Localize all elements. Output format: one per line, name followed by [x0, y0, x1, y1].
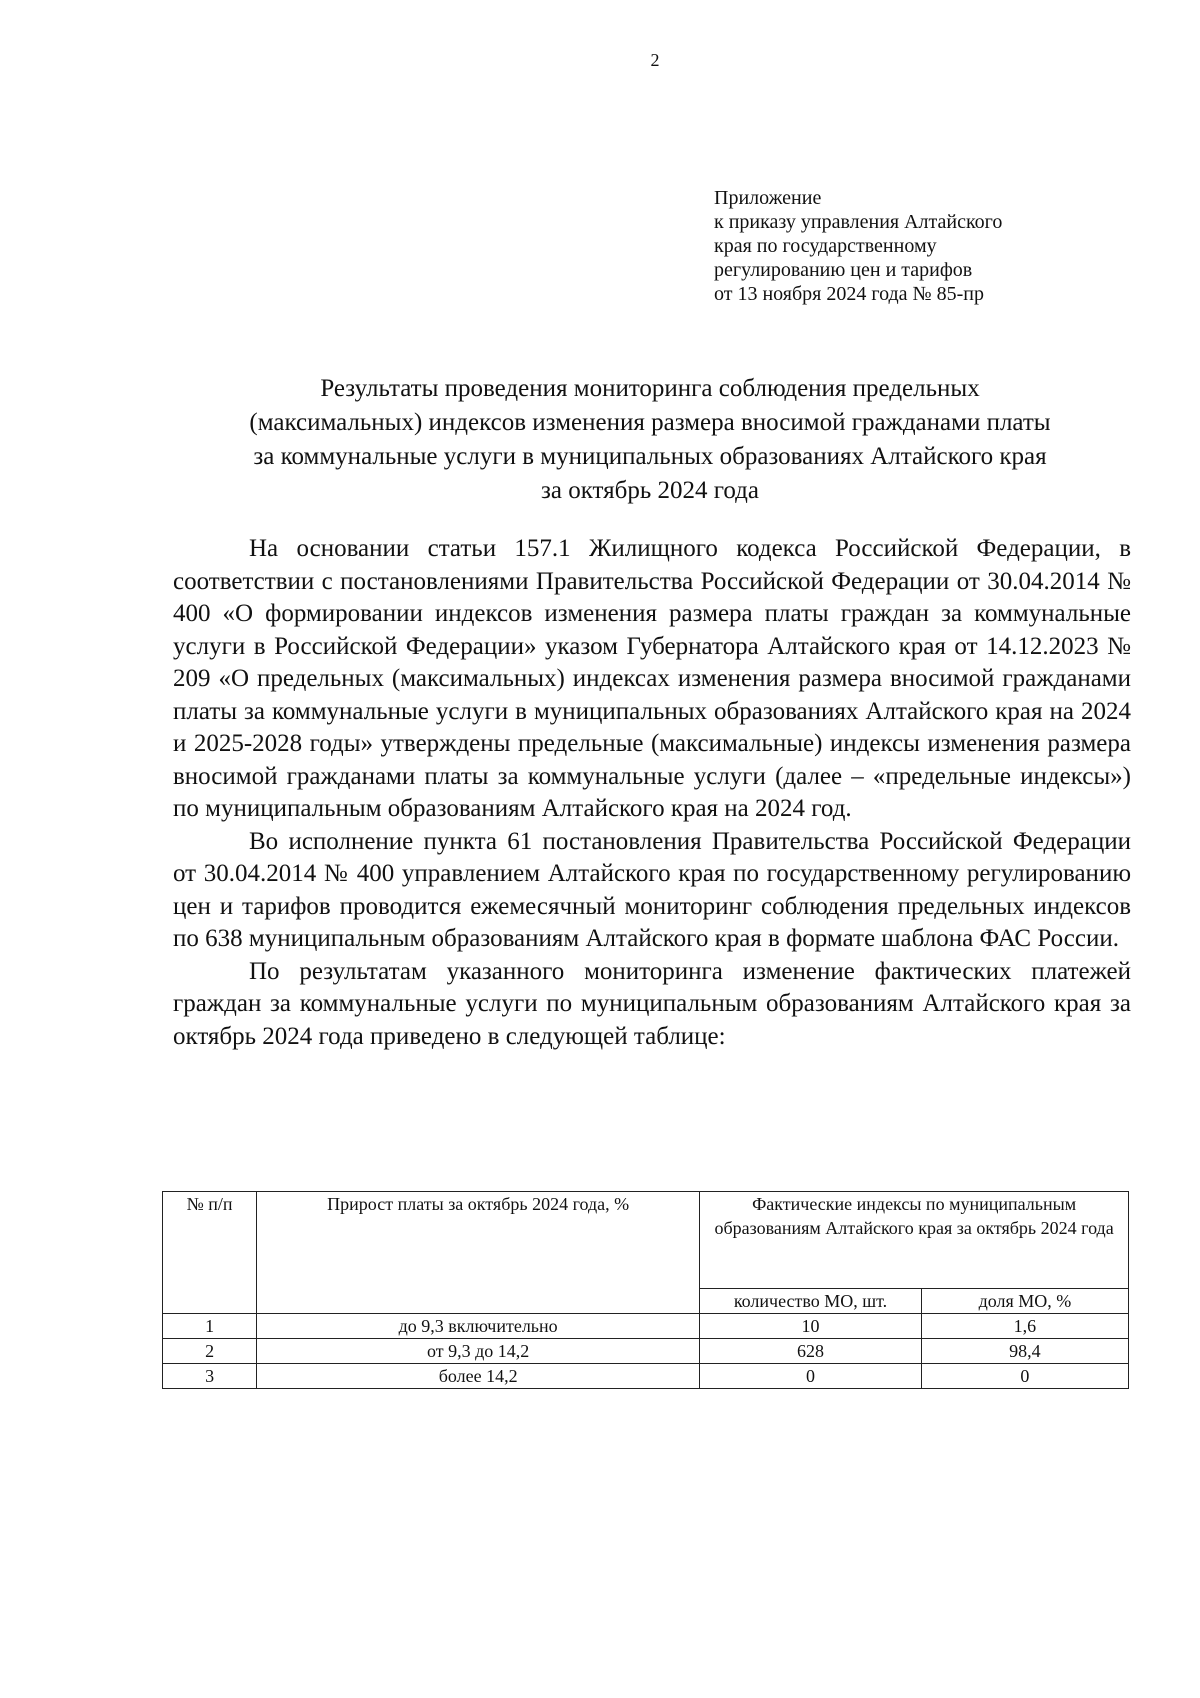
table-header-row: [163, 1192, 1129, 1289]
appendix-line: к приказу управления Алтайского: [714, 211, 1003, 233]
cell-count: 10: [700, 1314, 922, 1339]
cell-number: 1: [163, 1314, 257, 1339]
cell-growth: более 14,2: [257, 1364, 700, 1389]
appendix-block: [714, 186, 1134, 306]
document-title: [160, 372, 1140, 508]
table-row: [163, 1364, 1129, 1389]
cell-count: 628: [700, 1339, 922, 1364]
appendix-line: Приложение: [714, 187, 822, 209]
title-line: Результаты проведения мониторинга соблюдения предельных: [320, 375, 980, 402]
header-actual-indexes: Фактические индексы по муниципальным образованиям Алтайского края за октябрь 2024 года: [700, 1192, 1129, 1289]
title-line: за коммунальные услуги в муниципальных образованиях Алтайского края: [253, 443, 1047, 470]
cell-share: 1,6: [921, 1314, 1128, 1339]
header-number: № п/п: [163, 1192, 257, 1314]
body-paragraph: По результатам указанного мониторинга изменение фактических платежей граждан за коммунальные услуги по муниципальным образованиям Алтайского края за октябрь 2024 года приведено в следующей таблице:: [173, 957, 1131, 1050]
header-growth: Прирост платы за октябрь 2024 года, %: [257, 1192, 700, 1314]
cell-number: 2: [163, 1339, 257, 1364]
cell-growth: от 9,3 до 14,2: [257, 1339, 700, 1364]
appendix-line: от 13 ноября 2024 года № 85-пр: [714, 283, 984, 305]
title-line: (максимальных) индексов изменения размера вносимой гражданами платы: [249, 409, 1051, 436]
cell-growth: до 9,3 включительно: [257, 1314, 700, 1339]
appendix-line: регулированию цен и тарифов: [714, 259, 973, 281]
header-share: доля МО, %: [921, 1289, 1128, 1314]
header-count: количество МО, шт.: [700, 1289, 922, 1314]
body-paragraph: Во исполнение пункта 61 постановления Правительства Российской Федерации от 30.04.2014 № 400 управлением Алтайского края по государственному регулированию цен и тарифов проводится ежемесячный мониторинг соблюдения предельных индексов по 638 муниципальным образованиям Алтайского края в формате шаблона ФАС России.: [173, 827, 1131, 952]
cell-count: 0: [700, 1364, 922, 1389]
document-body: [173, 533, 1131, 1053]
page-number: 2: [650, 50, 660, 70]
title-line: за октябрь 2024 года: [541, 477, 759, 504]
cell-number: 3: [163, 1364, 257, 1389]
results-table: [162, 1191, 1129, 1389]
table-row: [163, 1314, 1129, 1339]
body-paragraph: На основании статьи 157.1 Жилищного кодекса Российской Федерации, в соответствии с постановлениями Правительства Российской Федерации от 30.04.2014 № 400 «О формировании индексов изменения размера платы граждан за коммунальные услуги в Российской Федерации» указом Губернатора Алтайского края от 14.12.2023 № 209 «О предельных (максимальных) индексах изменения размера вносимой гражданами платы за коммунальные услуги в муниципальных образованиях Алтайского края на 2024 и 2025-2028 годы» утверждены предельные (максимальные) индексы изменения размера вносимой гражданами платы за коммунальные услуги (далее – «предельные индексы») по муниципальным образованиям Алтайского края на 2024 год.: [173, 535, 1131, 822]
cell-share: 0: [921, 1364, 1128, 1389]
table-row: [163, 1339, 1129, 1364]
cell-share: 98,4: [921, 1339, 1128, 1364]
appendix-line: края по государственному: [714, 235, 937, 257]
